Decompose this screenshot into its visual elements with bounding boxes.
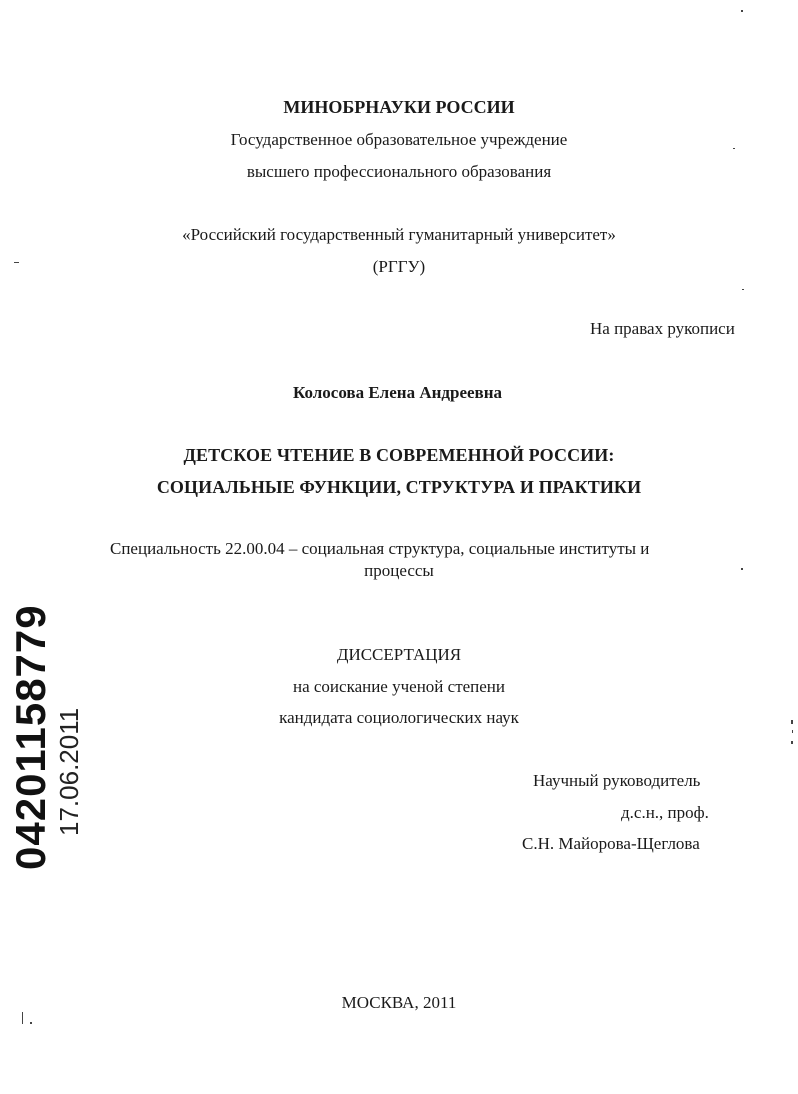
scan-speck: [791, 720, 793, 724]
institution-line-1: Государственное образовательное учреждение: [230, 130, 568, 149]
scan-speck: [14, 262, 19, 263]
scan-speck: [741, 10, 743, 12]
institution-line-2: высшего профессионального образования: [246, 162, 552, 181]
stamp-id-number: 04201158779: [7, 604, 54, 870]
thesis-title-line-2: СОЦИАЛЬНЫЕ ФУНКЦИИ, СТРУКТУРА И ПРАКТИКИ: [156, 477, 642, 497]
supervisor-name: С.Н. Майорова-Щеглова: [522, 834, 700, 853]
specialty-line-1: Специальность 22.00.04 – социальная структура, социальные институты и: [110, 539, 650, 558]
ministry-heading: МИНОБРНАУКИ РОССИИ: [283, 97, 515, 117]
scan-speck: [791, 741, 793, 744]
scan-speck: [22, 1012, 23, 1024]
supervisor-label: Научный руководитель: [533, 771, 701, 790]
stamp-date: 17.06.2011: [54, 707, 84, 836]
city-year: МОСКВА, 2011: [341, 993, 457, 1012]
specialty-line-2: процессы: [364, 561, 434, 580]
scan-speck: [741, 568, 743, 570]
university-abbreviation: (РГГУ): [372, 257, 426, 276]
degree-line-2: кандидата социологических наук: [279, 708, 519, 727]
scan-speck: [733, 148, 735, 149]
supervisor-degree: д.с.н., проф.: [621, 803, 709, 822]
thesis-title-line-1: ДЕТСКОЕ ЧТЕНИЕ В СОВРЕМЕННОЙ РОССИИ:: [183, 445, 615, 465]
degree-line-1: на соискание ученой степени: [292, 677, 506, 696]
manuscript-note: На правах рукописи: [590, 319, 735, 338]
library-stamp: [0, 0, 100, 1094]
university-name: «Российский государственный гуманитарный университет»: [182, 225, 616, 244]
author-name: Колосова Елена Андреевна: [293, 383, 503, 402]
scan-speck: [30, 1022, 32, 1024]
dissertation-heading: ДИССЕРТАЦИЯ: [336, 645, 462, 664]
scan-speck: [792, 730, 793, 733]
scan-speck: [742, 289, 744, 290]
